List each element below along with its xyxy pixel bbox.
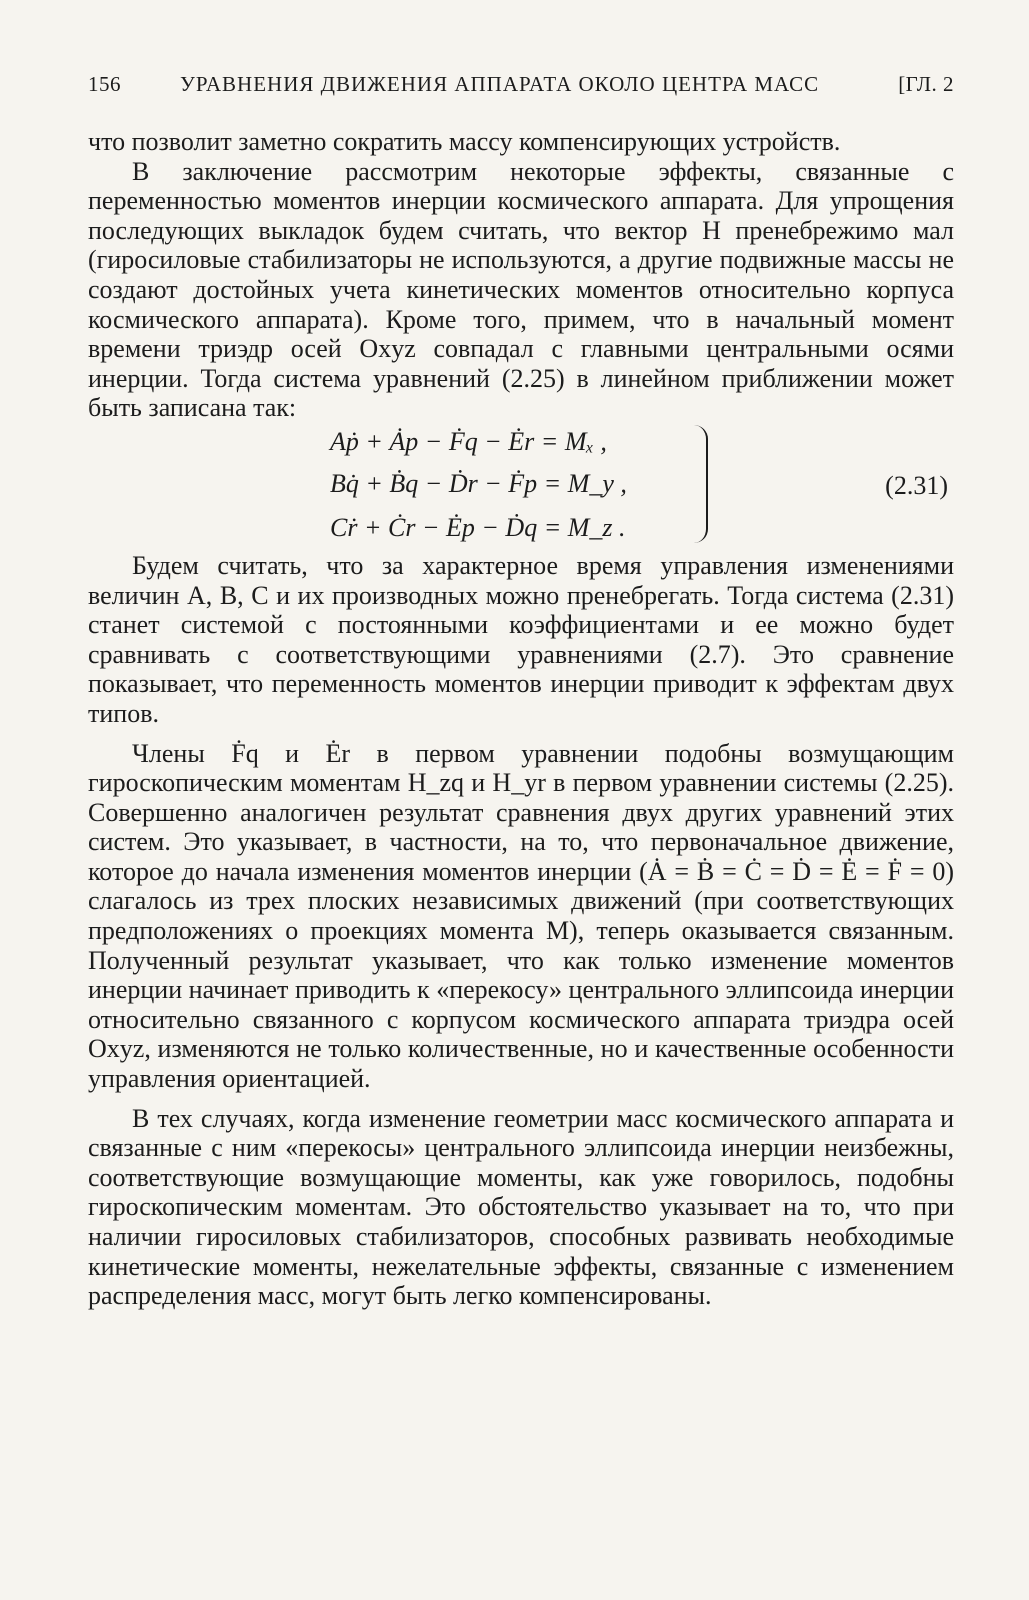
paragraph-continuation: что позволит заметно сократить массу компенсирующих устройств.	[88, 127, 841, 156]
running-header	[88, 72, 954, 108]
equation-number: (2.31)	[885, 470, 948, 500]
paragraph-terms: Члены Ḟq и Ėr в первом уравнении подобны возмущающим гироскопическим моментам H_zq и H_yr в первом уравнении системы (2.25). Совершенно аналогичен результат сравнения двух других уравнений этих систем. Это указывает, в частности, на то, что первоначальное движение, которое до начала изменения моментов инерции (Ȧ = Ḃ = Ċ = Ḋ = Ė = Ḟ = 0) слагалось из трех плоских независимых движений (при соответствующих предположениях о проекциях момента M), теперь оказывается связанным. Полученный результат указывает, что как только изменение моментов инерции начинает приводить к «перекосу» центрального эллипсоида инерции относительно связанного с корпусом космического аппарата триэдра осей Oxyz, изменяются не только количественные, но и качественные особенности управления ориентацией.	[88, 738, 954, 1094]
equation-3: Cṙ + Ċr − Ėp − Ḋq = M_z .	[330, 512, 626, 542]
paragraph-conclusion: В тех случаях, когда изменение геометрии масс космического аппарата и связанные с ним «перекосы» центрального эллипсоида инерции неизбежны, соответствующие возмущающие моменты, как уже говорилось, подобны гироскопическим моментам. Это обстоятельство указывает на то, что при наличии гиросиловых стабилизаторов, способных развивать необходимые кинетические моменты, нежелательные эффекты, связанные с изменением распределения масс, могут быть легко компенсированы.	[88, 1103, 954, 1311]
equation-system	[88, 423, 954, 551]
paragraph-comparison: Будем считать, что за характерное время управления изменениями величин A, B, C и их производных можно пренебрегать. Тогда система (2.31) станет системой с постоянными коэффициентами и ее можно будет сравнивать с соответствующими уравнениями (2.7). Это сравнение показывает, что переменность моментов инерции приводит к эффектам двух типов.	[88, 550, 954, 728]
running-title: УРАВНЕНИЯ ДВИЖЕНИЯ АППАРАТА ОКОЛО ЦЕНТРА МАСС	[180, 72, 820, 96]
equation-1: Aṗ + Ȧp − Ḟq − Ėr = Mₓ ,	[330, 426, 607, 456]
page-number: 156	[88, 72, 121, 96]
chapter-marker: [ГЛ. 2	[898, 72, 954, 96]
page-body	[88, 127, 954, 1311]
equation-2: Bq̇ + Ḃq − Ḋr − Ḟp = M_y ,	[330, 468, 627, 498]
right-brace	[692, 425, 708, 543]
paragraph-intro: В заключение рассмотрим некоторые эффекты, связанные с переменностью моментов инерции космического аппарата. Для упрощения последующих выкладок будем считать, что вектор H пренебрежимо мал (гиросиловые стабилизаторы не используются, а другие подвижные массы не создают достойных учета кинетических моментов относительно корпуса космического аппарата). Кроме того, примем, что в начальный момент времени триэдр осей Oxyz совпадал с главными центральными осями инерции. Тогда система уравнений (2.25) в линейном приближении может быть записана так:	[88, 156, 954, 423]
